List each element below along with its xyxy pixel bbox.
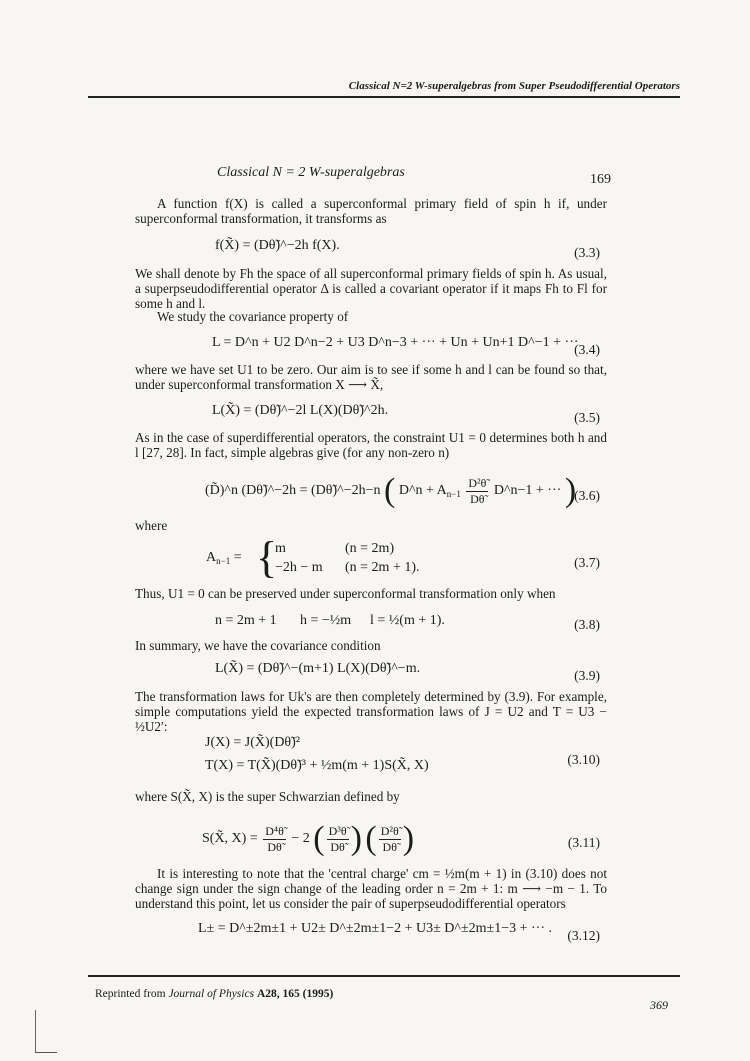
equation-number-3-11: (3.11) xyxy=(567,835,600,850)
paragraph-3: We study the covariance property of xyxy=(157,309,349,324)
paragraph-2: We shall denote by Fh the space of all superconformal primary fields of spin h. As usual, a superpseudodifferential operator Δ is called a covariant operator if it maps Fh to Fl for some h and l. xyxy=(135,266,607,311)
equation-number-3-12: (3.12) xyxy=(567,928,600,943)
fraction-d3theta: $\frac{\text{D³θ̃}}{D\thetã}$ xyxy=(328,823,347,854)
equation-3-12: L± = D^±2m±1 + U2± D^±2m±1−2 + U3± D^±2m±1−3 + ··· . xyxy=(198,921,552,936)
footer-page-number: 369 xyxy=(650,998,668,1012)
equation-3-7-lhs: $A_{n-1}$ = xyxy=(206,550,242,566)
left-paren: ( xyxy=(384,472,396,509)
equation-number-3-10: (3.10) xyxy=(567,752,600,767)
equation-3-11: S(X̃, X) = $\frac{\text{D⁴θ̃}}{D\thetã}$ − 2 ( $\frac{\text{D³θ̃}}{D\thetã}$ ) ( $\frac{\text{D²θ̃}}{D\thetã}$ ) xyxy=(202,820,415,857)
crop-mark-horizontal xyxy=(35,1052,57,1053)
equation-3-6-term: D^n + A xyxy=(398,483,447,499)
equation-3-11-lhs: S(X̃, X) = xyxy=(202,831,258,847)
paragraph-11: It is interesting to note that the 'central charge' cm = ½m(m + 1) in (3.10) does not change sign under the sign change of the leading order n = 2m + 1: m ⟶ −m − 1. To understand this point, let us consider the pair of superpseudodifferential operators xyxy=(135,866,607,911)
equation-3-6-lhs: (D̃)^n (Dθ̃)^−2h = (Dθ̃)^−2h−n xyxy=(205,483,381,499)
equation-number-3-9: (3.9) xyxy=(574,668,600,683)
equation-3-7-case2: −2h − m xyxy=(275,560,323,575)
fraction-d2theta: $\frac{\text{D²θ̃}}{D\thetã}$ xyxy=(468,475,487,506)
right-paren: ) xyxy=(564,472,577,509)
equation-3-7-case1: m xyxy=(275,541,286,556)
equation-3-8-b: h = −½m xyxy=(300,613,352,628)
journal-volume: A28, 165 (1995) xyxy=(256,988,334,1000)
equation-3-7-cond1: (n = 2m) xyxy=(345,541,395,556)
minus-two: − 2 xyxy=(291,831,310,847)
equation-3-5: L(X̃) = (Dθ̃)^−2l L(X)(Dθ̃)^2h. xyxy=(212,403,389,418)
reprint-note: Reprinted from Journal of Physics A28, 165 (1995) xyxy=(95,988,334,1000)
equation-3-3: f(X̃) = (Dθ̃)^−2h f(X). xyxy=(215,238,340,253)
equation-number-3-6: (3.6) xyxy=(574,488,600,503)
equation-3-6: (D̃)^n (Dθ̃)^−2h = (Dθ̃)^−2h−n ( D^n + $A_{n-1}$ $\frac{\text{D²θ̃}}{D\thetã}$ D^n−1 + ··· ) xyxy=(205,472,577,509)
equation-3-8-c: l = ½(m + 1). xyxy=(370,613,445,628)
equation-number-3-3: (3.3) xyxy=(574,245,600,260)
page-number: 169 xyxy=(590,172,611,187)
equation-number-3-7: (3.7) xyxy=(574,555,600,570)
paragraph-7: Thus, U1 = 0 can be preserved under superconformal transformation only when xyxy=(135,586,556,601)
equation-3-10-b: T(X) = T(X̃)(Dθ̃)³ + ½m(m + 1)S(X̃, X) xyxy=(205,758,429,773)
crop-mark-vertical xyxy=(35,1010,36,1052)
fraction-d4theta: $\frac{\text{D⁴θ̃}}{D\thetã}$ xyxy=(265,823,284,854)
brace: { xyxy=(256,533,278,582)
equation-3-8-a: n = 2m + 1 xyxy=(215,613,277,628)
header-rule xyxy=(88,96,680,98)
fraction-d2theta-b: $\frac{\text{D²θ̃}}{D\thetã}$ xyxy=(380,823,399,854)
paragraph-5: As in the case of superdifferential operators, the constraint U1 = 0 determines both h and l [27, 28]. In fact, simple algebras give (for any non-zero n) xyxy=(135,430,607,460)
equation-3-7-cond2: (n = 2m + 1). xyxy=(345,560,420,575)
paragraph-6: where xyxy=(135,518,168,533)
equation-3-10-a: J(X) = J(X̃)(Dθ̃)² xyxy=(205,735,300,750)
paragraph-4: where we have set U1 to be zero. Our aim is to see if some h and l can be found so that, under superconformal transformation X ⟶ X̃, xyxy=(135,362,607,392)
chapter-title: Classical N = 2 W-superalgebras xyxy=(217,165,405,180)
equation-number-3-5: (3.5) xyxy=(574,410,600,425)
paragraph-10: where S(X̃, X) is the super Schwarzian defined by xyxy=(135,789,400,804)
equation-number-3-4: (3.4) xyxy=(574,342,600,357)
paragraph-1: A function f(X) is called a superconformal primary field of spin h if, under superconformal transformation, it transforms as xyxy=(135,196,607,226)
equation-3-4: L = D^n + U2 D^n−2 + U3 D^n−3 + ··· + Un + Un+1 D^−1 + ··· xyxy=(212,335,579,350)
running-head: Classical N=2 W-superalgebras from Super Pseudodifferential Operators xyxy=(348,80,680,92)
equation-number-3-8: (3.8) xyxy=(574,617,600,632)
journal-name: Journal of Physics xyxy=(168,988,255,1000)
equation-3-9: L(X̃) = (Dθ̃)^−(m+1) L(X)(Dθ̃)^−m. xyxy=(215,661,421,676)
footer-rule xyxy=(88,975,680,977)
paragraph-8: In summary, we have the covariance condition xyxy=(135,638,381,653)
equation-3-6-tail: D^n−1 + ··· xyxy=(493,483,562,499)
paragraph-9: The transformation laws for Uk's are then completely determined by (3.9). For example, simple computations yield the expected transformation laws of J = U2 and T = U3 − ½U2′: xyxy=(135,689,607,734)
